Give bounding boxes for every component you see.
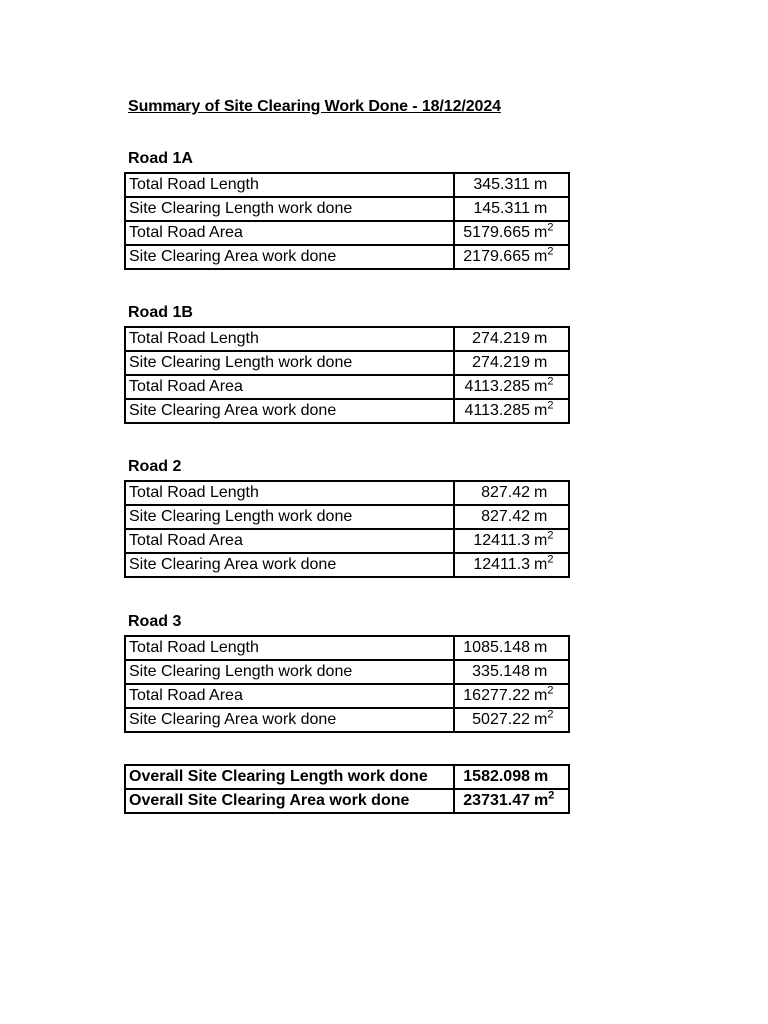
table-row [125,197,569,221]
value-unit [530,246,556,268]
value-unit [530,198,556,220]
value-number: 5179.665 [463,224,530,241]
document-title: Summary of Site Clearing Work Done - 18/12/2024 [128,98,501,115]
total-label: Overall Site Clearing Area work done [125,789,454,813]
value-unit [530,328,556,350]
unit-exponent: 2 [547,529,554,542]
value-number: 1582.098 [463,768,530,785]
value-unit [530,530,556,552]
row-label: Total Road Area [125,221,454,245]
road-table [124,326,570,424]
table-row [125,765,569,789]
value-unit [530,352,556,374]
row-value [454,399,569,423]
unit-symbol: m [534,248,548,265]
row-label: Total Road Length [125,173,454,197]
value-number: 274.219 [472,330,530,347]
unit-symbol: m [534,792,549,809]
road-table [124,635,570,733]
unit-symbol: m [534,508,548,525]
value-unit [530,661,556,683]
row-value [454,529,569,553]
row-label: Site Clearing Length work done [125,505,454,529]
row-value [454,327,569,351]
row-label: Total Road Area [125,684,454,708]
road-table [124,172,570,270]
unit-symbol: m [534,663,548,680]
total-value [454,789,569,813]
table-row [125,221,569,245]
unit-symbol: m [534,224,548,241]
section-heading: Road 2 [128,458,182,475]
row-value [454,660,569,684]
row-value [454,375,569,399]
table-row [125,708,569,732]
value-unit [530,637,556,659]
value-unit [530,685,556,707]
row-label: Site Clearing Area work done [125,399,454,423]
total-label: Overall Site Clearing Length work done [125,765,454,789]
value-unit [530,506,556,528]
value-number: 345.311 [473,176,530,193]
value-number: 4113.285 [464,378,530,395]
unit-exponent: 2 [547,399,554,412]
table-row [125,789,569,813]
unit-symbol: m [534,768,549,785]
unit-exponent: 2 [547,245,554,258]
row-label: Site Clearing Area work done [125,708,454,732]
row-label: Total Road Length [125,481,454,505]
value-unit [530,174,556,196]
row-value [454,684,569,708]
unit-symbol: m [534,378,548,395]
unit-exponent: 2 [547,375,554,388]
unit-exponent: 2 [547,553,554,566]
row-label: Site Clearing Area work done [125,245,454,269]
value-unit [530,790,556,812]
value-number: 335.148 [472,663,530,680]
table-row [125,351,569,375]
value-number: 5027.22 [472,711,530,728]
unit-symbol: m [534,402,548,419]
value-number: 2179.665 [463,248,530,265]
section-heading: Road 1A [128,150,193,167]
road-table [124,480,570,578]
table-row [125,660,569,684]
row-label: Site Clearing Area work done [125,553,454,577]
row-label: Total Road Area [125,375,454,399]
value-number: 827.42 [481,508,530,525]
unit-symbol: m [534,176,548,193]
value-number: 12411.3 [473,532,530,549]
table-row [125,684,569,708]
row-value [454,351,569,375]
value-number: 1085.148 [463,639,530,656]
value-number: 4113.285 [464,402,530,419]
value-number: 23731.47 [463,792,530,809]
unit-symbol: m [534,200,548,217]
table-row [125,399,569,423]
totals-table [124,764,570,814]
table-row [125,553,569,577]
value-unit [530,554,556,576]
row-label: Total Road Area [125,529,454,553]
table-row [125,173,569,197]
row-value [454,553,569,577]
table-row [125,327,569,351]
value-unit [530,376,556,398]
unit-exponent: 2 [547,221,554,234]
value-number: 12411.3 [473,556,530,573]
row-value [454,173,569,197]
value-unit [530,709,556,731]
value-number: 274.219 [472,354,530,371]
row-value [454,636,569,660]
row-value [454,505,569,529]
unit-symbol: m [534,711,548,728]
table-row [125,245,569,269]
row-label: Total Road Length [125,327,454,351]
row-value [454,197,569,221]
unit-symbol: m [534,687,548,704]
unit-symbol: m [534,639,548,656]
table-row [125,529,569,553]
value-unit [530,482,556,504]
value-number: 827.42 [481,484,530,501]
unit-exponent: 2 [547,708,554,721]
table-row [125,481,569,505]
table-row [125,505,569,529]
row-label: Site Clearing Length work done [125,660,454,684]
value-number: 16277.22 [463,687,530,704]
section-heading: Road 3 [128,613,182,630]
unit-symbol: m [534,532,548,549]
row-value [454,245,569,269]
row-value [454,221,569,245]
row-label: Total Road Length [125,636,454,660]
row-label: Site Clearing Length work done [125,197,454,221]
row-label: Site Clearing Length work done [125,351,454,375]
row-value [454,481,569,505]
value-unit [530,400,556,422]
total-value [454,765,569,789]
row-value [454,708,569,732]
unit-symbol: m [534,354,548,371]
value-number: 145.311 [473,200,530,217]
unit-symbol: m [534,330,548,347]
section-heading: Road 1B [128,304,193,321]
unit-exponent: 2 [548,789,555,802]
unit-symbol: m [534,556,548,573]
value-unit [530,222,556,244]
table-row [125,375,569,399]
unit-exponent: 2 [547,684,554,697]
value-unit [530,766,556,788]
table-row [125,636,569,660]
unit-symbol: m [534,484,548,501]
